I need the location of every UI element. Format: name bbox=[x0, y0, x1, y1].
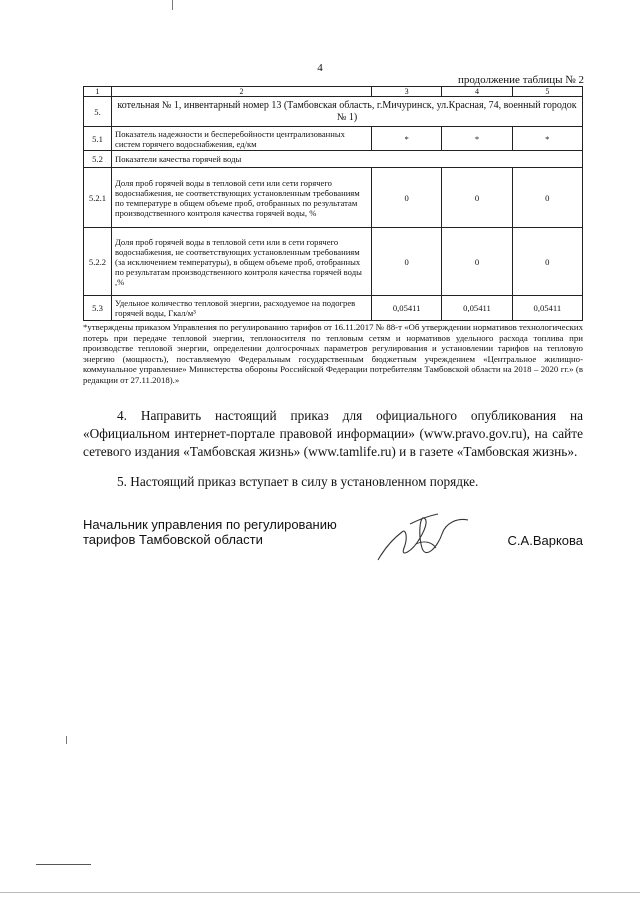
column-number: 2 bbox=[112, 87, 372, 97]
column-number: 5 bbox=[512, 87, 582, 97]
table-row bbox=[84, 228, 583, 296]
column-number-row bbox=[84, 87, 583, 97]
value-cell: 0 bbox=[442, 168, 512, 228]
row-number: 5.2 bbox=[84, 151, 112, 168]
row-label: Доля проб горячей воды в тепловой сети или в сети горячего водоснабжения, не соответствующих установленным требованиям (за исключением температуры), в общем объеме проб, отобранных по результатам производственного контроля качества горячей воды ,% bbox=[112, 228, 372, 296]
paragraph-5: 5. Настоящий приказ вступает в силу в установленном порядке. bbox=[117, 474, 479, 489]
table-continuation-label: продолжение таблицы № 2 bbox=[457, 74, 584, 86]
signer-title-line: тарифов Тамбовской области bbox=[83, 531, 263, 547]
signer-title bbox=[83, 518, 337, 548]
table-row bbox=[84, 127, 583, 151]
row-label: Удельное количество тепловой энергии, расходуемое на подогрев горячей воды, Гкал/м³ bbox=[112, 296, 372, 321]
table-row bbox=[84, 151, 583, 168]
table-row bbox=[84, 97, 583, 127]
scan-edge bbox=[0, 892, 640, 893]
value-cell: 0 bbox=[372, 168, 442, 228]
page-number: 4 bbox=[317, 62, 323, 74]
boiler-house-name: котельная № 1, инвентарный номер 13 (Тамбовская область, г.Мичуринск, ул.Красная, 74, военный городок № 1) bbox=[112, 97, 583, 127]
value-cell: * bbox=[512, 127, 582, 151]
value-cell: 0,05411 bbox=[442, 296, 512, 321]
value-cell: 0 bbox=[442, 228, 512, 296]
value-cell: * bbox=[372, 127, 442, 151]
row-number: 5.2.2 bbox=[84, 228, 112, 296]
value-cell: 0 bbox=[512, 168, 582, 228]
paragraph-4: 4. Направить настоящий приказ для официального опубликования на «Официальном интернет-портале правовой информации» (www.pravo.gov.ru), на сайте сетевого издания «Тамбовская жизнь» (www.tamlife.ru) и в газете «Тамбовская жизнь». bbox=[83, 408, 583, 459]
footnote: *утверждены приказом Управления по регулированию тарифов от 16.11.2017 № 88-т «Об утверждении нормативов технологических потерь при передаче тепловой энергии, теплоносителя по тепловым сетям и нормативов удельного расхода топлива при производстве тепловой энергии, определении долгосрочных параметров регулирования и установлении тарифов на тепловую энергию (мощность), поставляемую Федеральным государственным бюджетным учреждением «Центральное жилищно-коммунальное управление» Министерства обороны Российской Федерации потребителям Тамбовской области на 2018 – 2020 гг.» (в редакции от 27.11.2018).» bbox=[83, 322, 583, 385]
value-cell: 0,05411 bbox=[372, 296, 442, 321]
scan-mark bbox=[172, 0, 173, 10]
row-label: Показатель надежности и бесперебойности централизованных систем горячего водоснабжения, ед/км bbox=[112, 127, 372, 151]
row-number: 5.1 bbox=[84, 127, 112, 151]
value-cell: 0,05411 bbox=[512, 296, 582, 321]
handwritten-signature bbox=[372, 508, 482, 566]
scan-mark bbox=[36, 864, 91, 865]
column-number: 1 bbox=[84, 87, 112, 97]
row-number: 5. bbox=[84, 97, 112, 127]
row-label: Показатели качества горячей воды bbox=[112, 151, 583, 168]
table-row bbox=[84, 296, 583, 321]
scan-mark bbox=[66, 736, 67, 744]
value-cell: 0 bbox=[372, 228, 442, 296]
value-cell: 0 bbox=[512, 228, 582, 296]
value-cell: * bbox=[442, 127, 512, 151]
signer-title-line: Начальник управления по регулированию bbox=[83, 517, 337, 532]
indicators-table bbox=[83, 86, 583, 321]
column-number: 4 bbox=[442, 87, 512, 97]
row-number: 5.2.1 bbox=[84, 168, 112, 228]
table-row bbox=[84, 168, 583, 228]
row-label: Доля проб горячей воды в тепловой сети или сети горячего водоснабжения, не соответствующих установленным требованиям по температуре в общем объеме проб, отобранных по результатам производственного контроля качества горячей воды, % bbox=[112, 168, 372, 228]
signer-name: С.А.Варкова bbox=[507, 533, 583, 548]
row-number: 5.3 bbox=[84, 296, 112, 321]
column-number: 3 bbox=[372, 87, 442, 97]
